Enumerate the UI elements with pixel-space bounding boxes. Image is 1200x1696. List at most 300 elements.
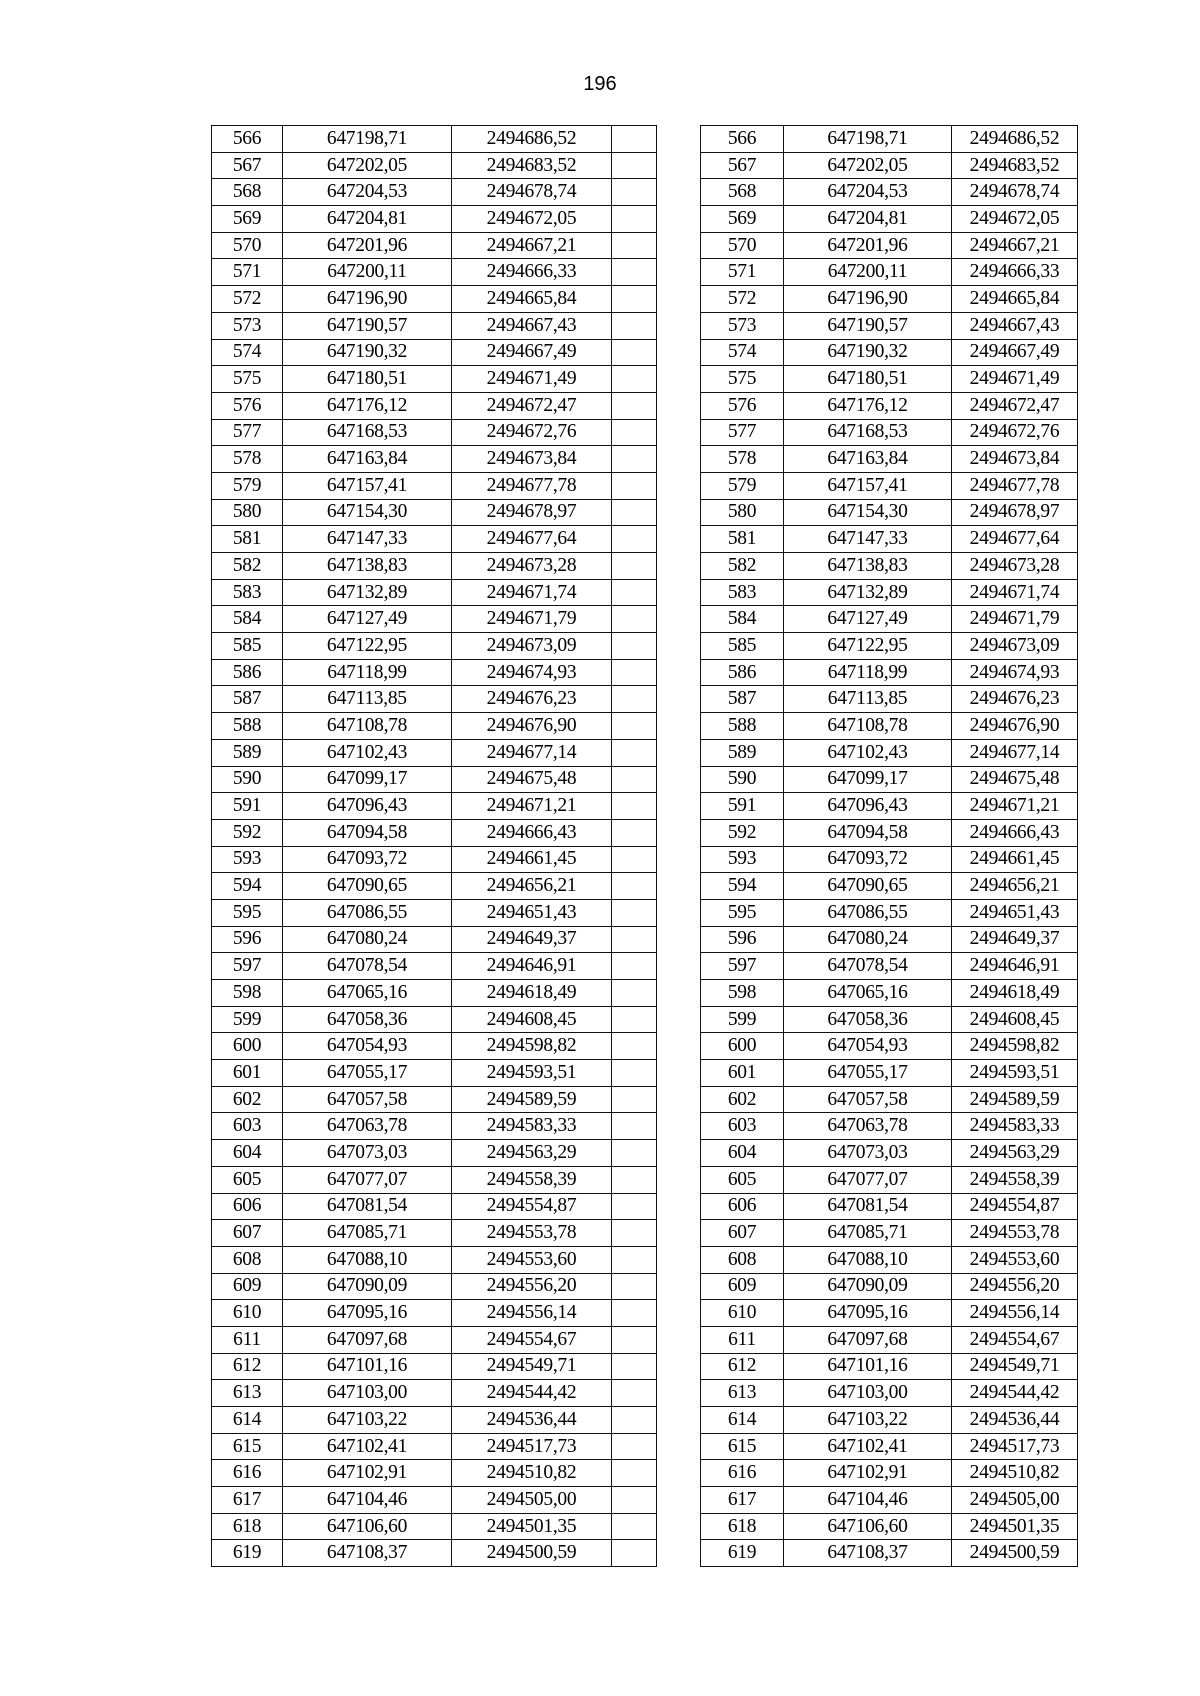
x-coordinate-cell: 647081,54: [283, 1193, 452, 1220]
x-coordinate-cell: 647078,54: [283, 953, 452, 980]
y-coordinate-cell: 2494501,35: [952, 1513, 1078, 1540]
column-separator: [657, 206, 701, 233]
table-row: [212, 766, 1078, 793]
y-coordinate-cell: 2494666,43: [452, 819, 612, 846]
x-coordinate-cell: 647090,65: [283, 873, 452, 900]
table-row: [212, 366, 1078, 393]
y-coordinate-cell: 2494558,39: [452, 1166, 612, 1193]
y-coordinate-cell: 2494536,44: [952, 1407, 1078, 1434]
point-number-cell: 617: [212, 1487, 283, 1514]
point-number-cell: 577: [701, 419, 784, 446]
column-separator: [657, 579, 701, 606]
table-row: [212, 579, 1078, 606]
y-coordinate-cell: 2494549,71: [952, 1353, 1078, 1380]
y-coordinate-cell: 2494676,90: [952, 713, 1078, 740]
y-coordinate-cell: 2494618,49: [452, 980, 612, 1007]
point-number-cell: 580: [212, 499, 283, 526]
y-coordinate-cell: 2494583,33: [452, 1113, 612, 1140]
point-number-cell: 612: [701, 1353, 784, 1380]
x-coordinate-cell: 647102,41: [784, 1433, 952, 1460]
table-row: [212, 953, 1078, 980]
x-coordinate-cell: 647176,12: [784, 392, 952, 419]
y-coordinate-cell: 2494646,91: [952, 953, 1078, 980]
empty-cell: [612, 312, 657, 339]
column-separator: [657, 126, 701, 153]
empty-cell: [612, 1407, 657, 1434]
x-coordinate-cell: 647101,16: [283, 1353, 452, 1380]
column-separator: [657, 739, 701, 766]
x-coordinate-cell: 647054,93: [283, 1033, 452, 1060]
point-number-cell: 604: [212, 1140, 283, 1167]
point-number-cell: 594: [212, 873, 283, 900]
y-coordinate-cell: 2494608,45: [452, 1006, 612, 1033]
y-coordinate-cell: 2494554,67: [952, 1326, 1078, 1353]
y-coordinate-cell: 2494673,28: [952, 553, 1078, 580]
x-coordinate-cell: 647077,07: [784, 1166, 952, 1193]
empty-cell: [612, 766, 657, 793]
x-coordinate-cell: 647202,05: [283, 152, 452, 179]
table-row: [212, 1060, 1078, 1087]
table-row: [212, 1540, 1078, 1567]
y-coordinate-cell: 2494505,00: [952, 1487, 1078, 1514]
y-coordinate-cell: 2494593,51: [952, 1060, 1078, 1087]
column-separator: [657, 553, 701, 580]
y-coordinate-cell: 2494665,84: [452, 286, 612, 313]
point-number-cell: 582: [701, 553, 784, 580]
point-number-cell: 567: [212, 152, 283, 179]
x-coordinate-cell: 647200,11: [784, 259, 952, 286]
x-coordinate-cell: 647108,37: [784, 1540, 952, 1567]
table-row: [212, 793, 1078, 820]
y-coordinate-cell: 2494510,82: [952, 1460, 1078, 1487]
table-row: [212, 1353, 1078, 1380]
x-coordinate-cell: 647073,03: [283, 1140, 452, 1167]
column-separator: [657, 366, 701, 393]
point-number-cell: 567: [701, 152, 784, 179]
table-row: [212, 1246, 1078, 1273]
point-number-cell: 572: [212, 286, 283, 313]
point-number-cell: 588: [212, 713, 283, 740]
column-separator: [657, 1487, 701, 1514]
x-coordinate-cell: 647127,49: [784, 606, 952, 633]
x-coordinate-cell: 647127,49: [283, 606, 452, 633]
point-number-cell: 566: [212, 126, 283, 153]
point-number-cell: 600: [212, 1033, 283, 1060]
column-separator: [657, 606, 701, 633]
x-coordinate-cell: 647196,90: [283, 286, 452, 313]
x-coordinate-cell: 647104,46: [283, 1487, 452, 1514]
empty-cell: [612, 980, 657, 1007]
table-row: [212, 633, 1078, 660]
y-coordinate-cell: 2494671,79: [952, 606, 1078, 633]
point-number-cell: 615: [701, 1433, 784, 1460]
y-coordinate-cell: 2494649,37: [952, 926, 1078, 953]
x-coordinate-cell: 647202,05: [784, 152, 952, 179]
empty-cell: [612, 1460, 657, 1487]
column-separator: [657, 713, 701, 740]
column-separator: [657, 1246, 701, 1273]
y-coordinate-cell: 2494505,00: [452, 1487, 612, 1514]
y-coordinate-cell: 2494544,42: [952, 1380, 1078, 1407]
x-coordinate-cell: 647103,22: [283, 1407, 452, 1434]
column-separator: [657, 846, 701, 873]
x-coordinate-cell: 647190,32: [784, 339, 952, 366]
x-coordinate-cell: 647086,55: [283, 899, 452, 926]
empty-cell: [612, 1086, 657, 1113]
point-number-cell: 576: [701, 392, 784, 419]
empty-cell: [612, 926, 657, 953]
point-number-cell: 604: [701, 1140, 784, 1167]
table-row: [212, 873, 1078, 900]
column-separator: [657, 1513, 701, 1540]
table-row: [212, 686, 1078, 713]
point-number-cell: 586: [212, 659, 283, 686]
point-number-cell: 607: [212, 1220, 283, 1247]
point-number-cell: 610: [212, 1300, 283, 1327]
table-row: [212, 259, 1078, 286]
point-number-cell: 584: [212, 606, 283, 633]
point-number-cell: 619: [212, 1540, 283, 1567]
x-coordinate-cell: 647077,07: [283, 1166, 452, 1193]
point-number-cell: 592: [701, 819, 784, 846]
empty-cell: [612, 873, 657, 900]
point-number-cell: 610: [701, 1300, 784, 1327]
y-coordinate-cell: 2494671,74: [452, 579, 612, 606]
y-coordinate-cell: 2494556,20: [452, 1273, 612, 1300]
point-number-cell: 575: [212, 366, 283, 393]
column-separator: [657, 1140, 701, 1167]
empty-cell: [612, 1487, 657, 1514]
point-number-cell: 578: [701, 446, 784, 473]
empty-cell: [612, 499, 657, 526]
x-coordinate-cell: 647196,90: [784, 286, 952, 313]
empty-cell: [612, 152, 657, 179]
empty-cell: [612, 606, 657, 633]
y-coordinate-cell: 2494675,48: [952, 766, 1078, 793]
x-coordinate-cell: 647093,72: [283, 846, 452, 873]
point-number-cell: 579: [212, 472, 283, 499]
y-coordinate-cell: 2494554,87: [452, 1193, 612, 1220]
empty-cell: [612, 206, 657, 233]
x-coordinate-cell: 647090,09: [283, 1273, 452, 1300]
x-coordinate-cell: 647103,22: [784, 1407, 952, 1434]
y-coordinate-cell: 2494563,29: [952, 1140, 1078, 1167]
empty-cell: [612, 1220, 657, 1247]
column-separator: [657, 419, 701, 446]
y-coordinate-cell: 2494598,82: [952, 1033, 1078, 1060]
point-number-cell: 568: [212, 179, 283, 206]
point-number-cell: 596: [701, 926, 784, 953]
y-coordinate-cell: 2494674,93: [452, 659, 612, 686]
x-coordinate-cell: 647073,03: [784, 1140, 952, 1167]
y-coordinate-cell: 2494667,21: [952, 232, 1078, 259]
empty-cell: [612, 633, 657, 660]
y-coordinate-cell: 2494553,60: [452, 1246, 612, 1273]
point-number-cell: 572: [701, 286, 784, 313]
table-row: [212, 1487, 1078, 1514]
y-coordinate-cell: 2494651,43: [952, 899, 1078, 926]
y-coordinate-cell: 2494673,09: [952, 633, 1078, 660]
y-coordinate-cell: 2494672,47: [452, 392, 612, 419]
point-number-cell: 618: [701, 1513, 784, 1540]
x-coordinate-cell: 647113,85: [283, 686, 452, 713]
x-coordinate-cell: 647093,72: [784, 846, 952, 873]
point-number-cell: 601: [701, 1060, 784, 1087]
empty-cell: [612, 1246, 657, 1273]
x-coordinate-cell: 647108,78: [784, 713, 952, 740]
page-number: 196: [583, 73, 617, 95]
column-separator: [657, 899, 701, 926]
x-coordinate-cell: 647108,37: [283, 1540, 452, 1567]
x-coordinate-cell: 647122,95: [784, 633, 952, 660]
point-number-cell: 605: [701, 1166, 784, 1193]
point-number-cell: 574: [701, 339, 784, 366]
empty-cell: [612, 1433, 657, 1460]
column-separator: [657, 686, 701, 713]
x-coordinate-cell: 647102,41: [283, 1433, 452, 1460]
empty-cell: [612, 232, 657, 259]
point-number-cell: 612: [212, 1353, 283, 1380]
point-number-cell: 578: [212, 446, 283, 473]
y-coordinate-cell: 2494672,05: [452, 206, 612, 233]
point-number-cell: 595: [212, 899, 283, 926]
empty-cell: [612, 1006, 657, 1033]
empty-cell: [612, 446, 657, 473]
empty-cell: [612, 1060, 657, 1087]
y-coordinate-cell: 2494553,60: [952, 1246, 1078, 1273]
y-coordinate-cell: 2494672,76: [952, 419, 1078, 446]
x-coordinate-cell: 647157,41: [784, 472, 952, 499]
x-coordinate-cell: 647163,84: [283, 446, 452, 473]
table-row: [212, 206, 1078, 233]
y-coordinate-cell: 2494656,21: [952, 873, 1078, 900]
x-coordinate-cell: 647201,96: [283, 232, 452, 259]
empty-cell: [612, 1273, 657, 1300]
table-row: [212, 606, 1078, 633]
x-coordinate-cell: 647204,53: [784, 179, 952, 206]
table-row: [212, 899, 1078, 926]
point-number-cell: 618: [212, 1513, 283, 1540]
x-coordinate-cell: 647113,85: [784, 686, 952, 713]
point-number-cell: 608: [212, 1246, 283, 1273]
point-number-cell: 601: [212, 1060, 283, 1087]
y-coordinate-cell: 2494671,21: [452, 793, 612, 820]
y-coordinate-cell: 2494649,37: [452, 926, 612, 953]
point-number-cell: 617: [701, 1487, 784, 1514]
empty-cell: [612, 553, 657, 580]
x-coordinate-cell: 647138,83: [784, 553, 952, 580]
y-coordinate-cell: 2494672,05: [952, 206, 1078, 233]
y-coordinate-cell: 2494536,44: [452, 1407, 612, 1434]
point-number-cell: 586: [701, 659, 784, 686]
point-number-cell: 595: [701, 899, 784, 926]
column-separator: [657, 446, 701, 473]
empty-cell: [612, 126, 657, 153]
column-separator: [657, 339, 701, 366]
x-coordinate-cell: 647055,17: [283, 1060, 452, 1087]
point-number-cell: 589: [212, 739, 283, 766]
y-coordinate-cell: 2494554,87: [952, 1193, 1078, 1220]
point-number-cell: 587: [212, 686, 283, 713]
x-coordinate-cell: 647198,71: [784, 126, 952, 153]
x-coordinate-cell: 647180,51: [784, 366, 952, 393]
x-coordinate-cell: 647096,43: [283, 793, 452, 820]
x-coordinate-cell: 647090,65: [784, 873, 952, 900]
table-row: [212, 1300, 1078, 1327]
y-coordinate-cell: 2494676,90: [452, 713, 612, 740]
x-coordinate-cell: 647102,91: [784, 1460, 952, 1487]
point-number-cell: 614: [212, 1407, 283, 1434]
column-separator: [657, 1407, 701, 1434]
point-number-cell: 602: [212, 1086, 283, 1113]
point-number-cell: 569: [701, 206, 784, 233]
point-number-cell: 606: [212, 1193, 283, 1220]
table-row: [212, 659, 1078, 686]
column-separator: [657, 1460, 701, 1487]
x-coordinate-cell: 647190,32: [283, 339, 452, 366]
empty-cell: [612, 392, 657, 419]
empty-cell: [612, 179, 657, 206]
column-separator: [657, 1353, 701, 1380]
y-coordinate-cell: 2494678,74: [952, 179, 1078, 206]
empty-cell: [612, 1166, 657, 1193]
table-row: [212, 1460, 1078, 1487]
x-coordinate-cell: 647102,43: [784, 739, 952, 766]
x-coordinate-cell: 647097,68: [784, 1326, 952, 1353]
point-number-cell: 614: [701, 1407, 784, 1434]
y-coordinate-cell: 2494671,21: [952, 793, 1078, 820]
column-separator: [657, 926, 701, 953]
y-coordinate-cell: 2494671,49: [952, 366, 1078, 393]
empty-cell: [612, 419, 657, 446]
empty-cell: [612, 1513, 657, 1540]
x-coordinate-cell: 647094,58: [784, 819, 952, 846]
x-coordinate-cell: 647055,17: [784, 1060, 952, 1087]
y-coordinate-cell: 2494671,74: [952, 579, 1078, 606]
column-separator: [657, 1086, 701, 1113]
column-separator: [657, 659, 701, 686]
x-coordinate-cell: 647163,84: [784, 446, 952, 473]
point-number-cell: 566: [701, 126, 784, 153]
point-number-cell: 590: [212, 766, 283, 793]
point-number-cell: 570: [212, 232, 283, 259]
x-coordinate-cell: 647204,53: [283, 179, 452, 206]
point-number-cell: 591: [701, 793, 784, 820]
point-number-cell: 596: [212, 926, 283, 953]
column-separator: [657, 1060, 701, 1087]
empty-cell: [612, 1033, 657, 1060]
y-coordinate-cell: 2494676,23: [452, 686, 612, 713]
empty-cell: [612, 686, 657, 713]
x-coordinate-cell: 647094,58: [283, 819, 452, 846]
column-separator: [657, 633, 701, 660]
column-separator: [657, 1220, 701, 1247]
y-coordinate-cell: 2494667,43: [452, 312, 612, 339]
y-coordinate-cell: 2494661,45: [952, 846, 1078, 873]
y-coordinate-cell: 2494517,73: [452, 1433, 612, 1460]
column-separator: [657, 259, 701, 286]
y-coordinate-cell: 2494589,59: [452, 1086, 612, 1113]
column-separator: [657, 819, 701, 846]
x-coordinate-cell: 647108,78: [283, 713, 452, 740]
table-row: [212, 1193, 1078, 1220]
table-row: [212, 179, 1078, 206]
y-coordinate-cell: 2494665,84: [952, 286, 1078, 313]
column-separator: [657, 980, 701, 1007]
x-coordinate-cell: 647204,81: [784, 206, 952, 233]
point-number-cell: 605: [212, 1166, 283, 1193]
x-coordinate-cell: 647104,46: [784, 1487, 952, 1514]
point-number-cell: 607: [701, 1220, 784, 1247]
x-coordinate-cell: 647095,16: [283, 1300, 452, 1327]
point-number-cell: 597: [701, 953, 784, 980]
x-coordinate-cell: 647057,58: [283, 1086, 452, 1113]
empty-cell: [612, 1353, 657, 1380]
point-number-cell: 588: [701, 713, 784, 740]
y-coordinate-cell: 2494675,48: [452, 766, 612, 793]
point-number-cell: 597: [212, 953, 283, 980]
table-row: [212, 1006, 1078, 1033]
column-separator: [657, 1326, 701, 1353]
y-coordinate-cell: 2494544,42: [452, 1380, 612, 1407]
point-number-cell: 611: [212, 1326, 283, 1353]
empty-cell: [612, 1540, 657, 1567]
x-coordinate-cell: 647200,11: [283, 259, 452, 286]
column-separator: [657, 499, 701, 526]
point-number-cell: 599: [212, 1006, 283, 1033]
point-number-cell: 616: [701, 1460, 784, 1487]
x-coordinate-cell: 647198,71: [283, 126, 452, 153]
point-number-cell: 591: [212, 793, 283, 820]
point-number-cell: 598: [212, 980, 283, 1007]
y-coordinate-cell: 2494517,73: [952, 1433, 1078, 1460]
x-coordinate-cell: 647088,10: [283, 1246, 452, 1273]
y-coordinate-cell: 2494500,59: [452, 1540, 612, 1567]
table-row: [212, 926, 1078, 953]
point-number-cell: 590: [701, 766, 784, 793]
column-separator: [657, 1380, 701, 1407]
empty-cell: [612, 846, 657, 873]
x-coordinate-cell: 647088,10: [784, 1246, 952, 1273]
y-coordinate-cell: 2494674,93: [952, 659, 1078, 686]
y-coordinate-cell: 2494651,43: [452, 899, 612, 926]
empty-cell: [612, 259, 657, 286]
x-coordinate-cell: 647080,24: [283, 926, 452, 953]
x-coordinate-cell: 647176,12: [283, 392, 452, 419]
y-coordinate-cell: 2494618,49: [952, 980, 1078, 1007]
column-separator: [657, 793, 701, 820]
column-separator: [657, 1113, 701, 1140]
x-coordinate-cell: 647099,17: [784, 766, 952, 793]
x-coordinate-cell: 647154,30: [283, 499, 452, 526]
x-coordinate-cell: 647118,99: [784, 659, 952, 686]
point-number-cell: 583: [212, 579, 283, 606]
coordinates-table-body: [212, 126, 1078, 1567]
x-coordinate-cell: 647102,43: [283, 739, 452, 766]
table-row: [212, 392, 1078, 419]
y-coordinate-cell: 2494677,78: [452, 472, 612, 499]
x-coordinate-cell: 647095,16: [784, 1300, 952, 1327]
x-coordinate-cell: 647190,57: [784, 312, 952, 339]
x-coordinate-cell: 647090,09: [784, 1273, 952, 1300]
y-coordinate-cell: 2494686,52: [452, 126, 612, 153]
y-coordinate-cell: 2494667,49: [452, 339, 612, 366]
y-coordinate-cell: 2494500,59: [952, 1540, 1078, 1567]
table-row: [212, 1513, 1078, 1540]
y-coordinate-cell: 2494661,45: [452, 846, 612, 873]
y-coordinate-cell: 2494667,21: [452, 232, 612, 259]
table-row: [212, 739, 1078, 766]
